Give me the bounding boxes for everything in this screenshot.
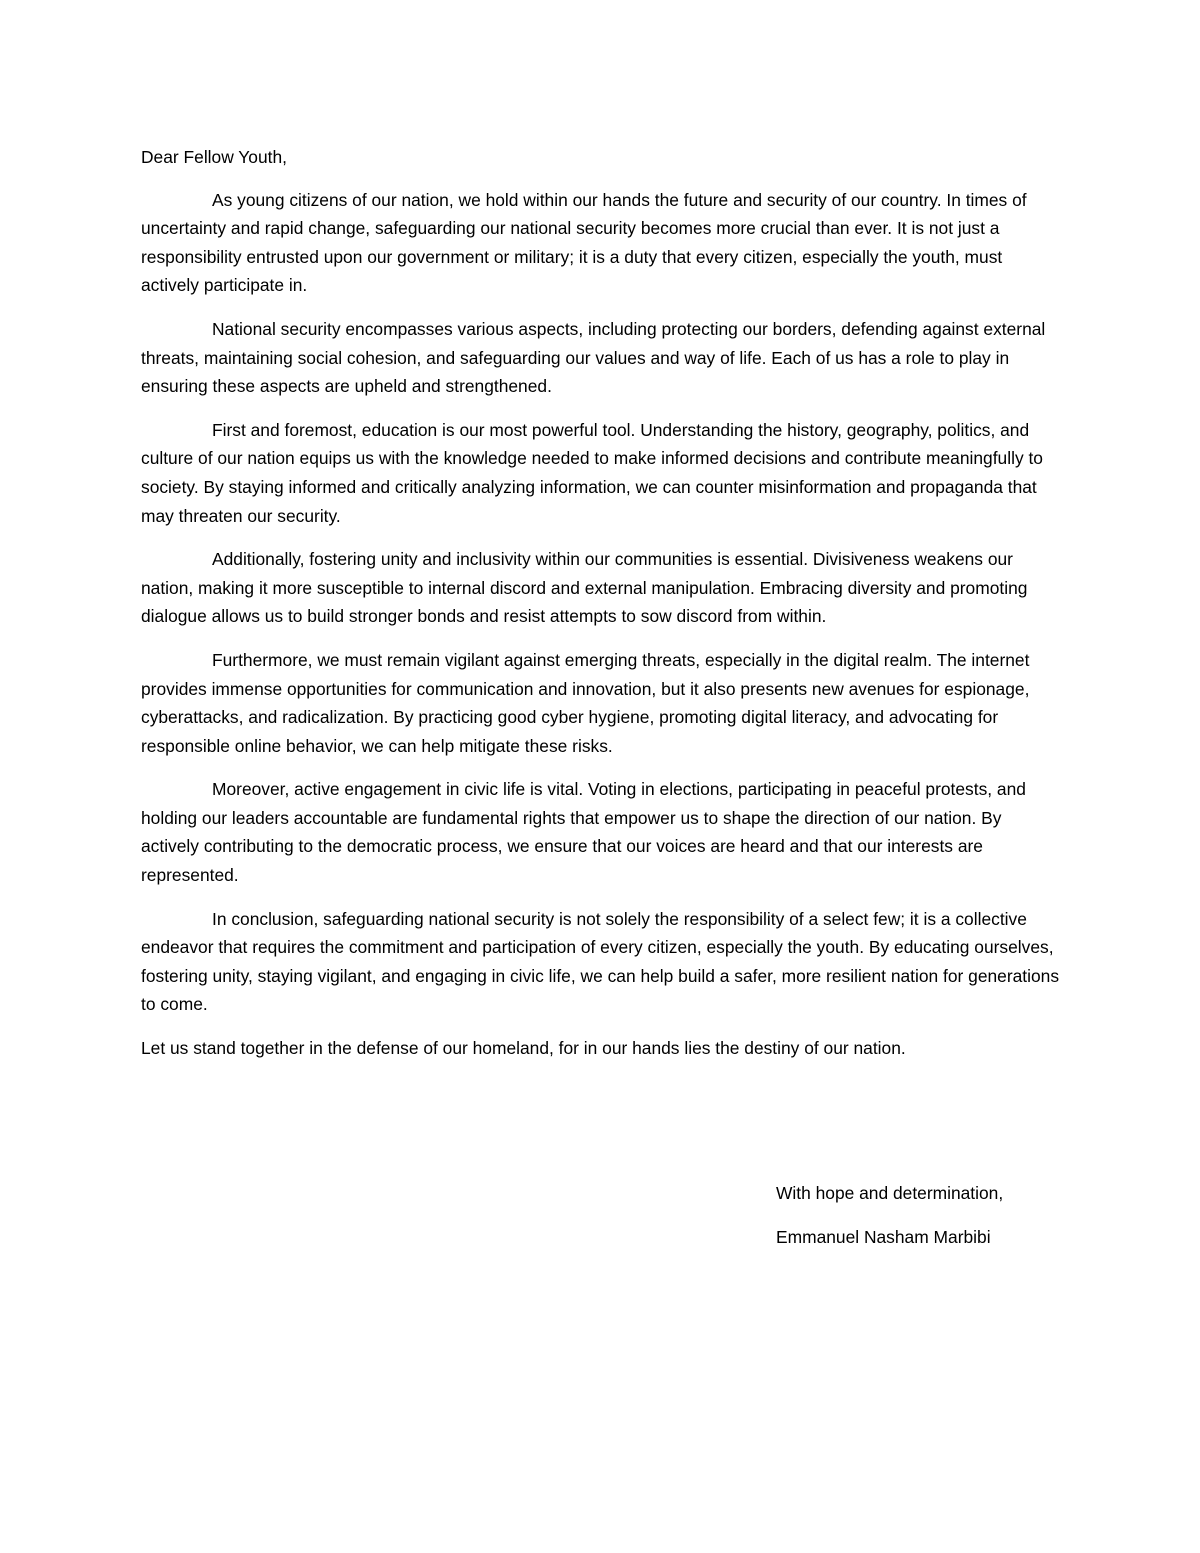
letter-body (141, 143, 1061, 1078)
signature-block (776, 1179, 1003, 1251)
sender-name: Emmanuel Nasham Marbibi (776, 1226, 991, 1247)
sign-off: With hope and determination, (776, 1183, 1004, 1203)
body-paragraph-7: In conclusion, safeguarding national security is not solely the responsibility of a select few; it is a collective endeavor that requires the commitment and participation of every citizen, especially the youth. By educating ourselves, fostering unity, staying vigilant, and engaging in civic life, we can help build a safer, more resilient nation for generations to come. (141, 908, 1060, 1015)
body-paragraph-3: First and foremost, education is our most powerful tool. Understanding the history, geography, politics, and culture of our nation equips us with the knowledge needed to make informed decisions and contribute meaningfully to society. By staying informed and critically analyzing information, we can counter misinformation and propaganda that may threaten our security. (141, 419, 1043, 526)
body-paragraph-4: Additionally, fostering unity and inclusivity within our communities is essential. Divisiveness weakens our nation, making it more susceptible to internal discord and external manipulation. Embracing diversity and promoting dialogue allows us to build stronger bonds and resist attempts to sow discord from within. (141, 549, 1028, 627)
body-paragraph-2: National security encompasses various aspects, including protecting our borders, defending against external threats, maintaining social cohesion, and safeguarding our values and way of life. Each of us has a role to play in ensuring these aspects are upheld and strengthened. (141, 318, 1046, 397)
salutation: Dear Fellow Youth, (141, 147, 287, 167)
body-paragraph-1: As young citizens of our nation, we hold within our hands the future and security of our country. In times of uncertainty and rapid change, safeguarding our national security becomes more crucial than ever. It is not just a responsibility entrusted upon our government or military; it is a duty that every citizen, especially the youth, must actively participate in. (141, 189, 1027, 296)
body-paragraph-6: Moreover, active engagement in civic life is vital. Voting in elections, participating in peaceful protests, and holding our leaders accountable are fundamental rights that empower us to shape the direction of our nation. By actively contributing to the democratic process, we ensure that our voices are heard and that our interests are represented. (141, 779, 1026, 886)
closing-line: Let us stand together in the defense of our homeland, for in our hands lies the destiny of our nation. (141, 1038, 906, 1059)
body-paragraph-5: Furthermore, we must remain vigilant against emerging threats, especially in the digital realm. The internet provides immense opportunities for communication and innovation, but it also presents new avenues for espionage, cyberattacks, and radicalization. By practicing good cyber hygiene, promoting digital literacy, and advocating for responsible online behavior, we can help mitigate these risks. (141, 649, 1030, 756)
